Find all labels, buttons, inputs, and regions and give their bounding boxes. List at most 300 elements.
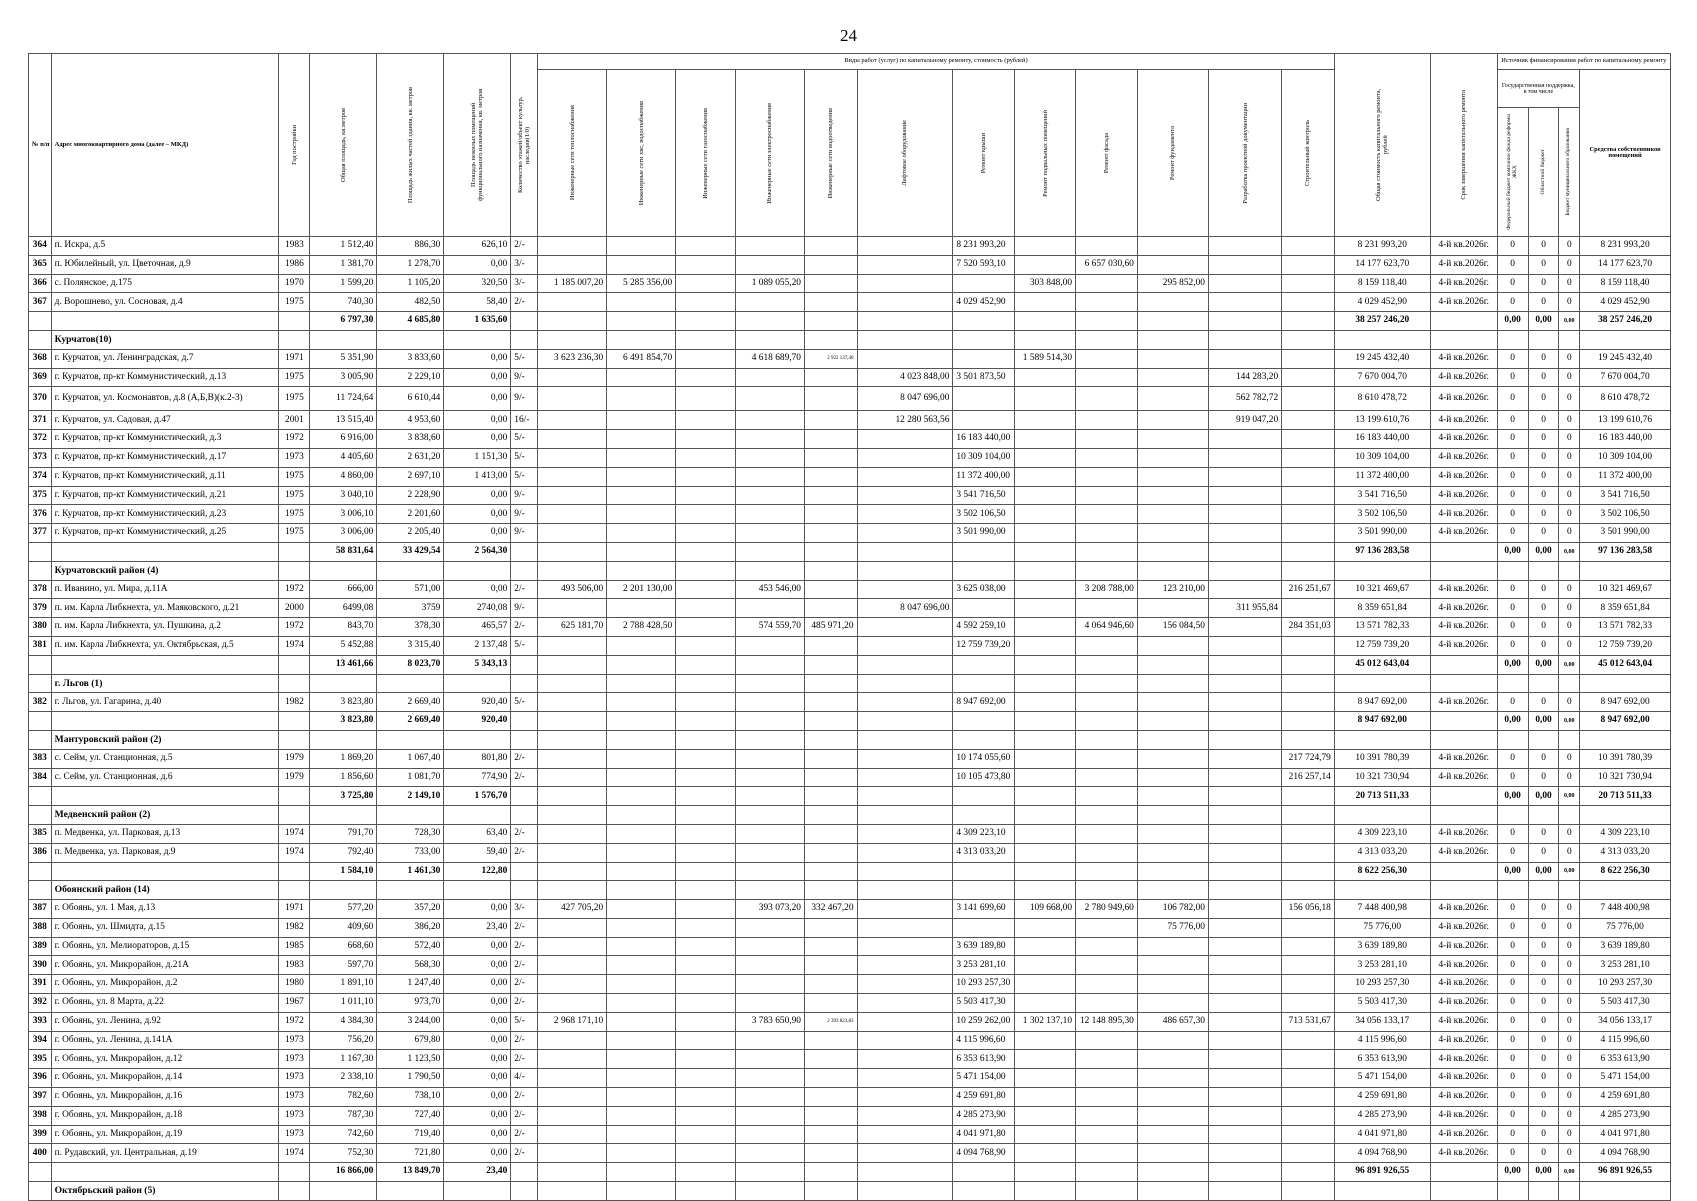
design-cost-cell [1208,843,1281,862]
empty-cell [735,330,804,349]
owners-cell: 10 309 104,00 [1580,448,1671,467]
lift-cost-cell [857,1163,953,1182]
nonliving-area-cell: 920,40 [444,693,511,712]
address-cell: г. Обоянь, ул. Микрорайон, д.16 [51,1088,279,1107]
term-cell: 4-й кв.2026г. [1430,749,1497,768]
drain-cost-cell [804,580,857,599]
gas-cost-cell [676,787,736,806]
empty-cell [804,1182,857,1201]
control-cost-cell [1282,1031,1335,1050]
facade-cost-cell: 2 780 949,60 [1076,900,1138,919]
elec-cost-cell [735,505,804,524]
total-area-cell: 666,00 [310,580,377,599]
row-number: 364 [29,237,52,256]
total-cost-cell: 7 448 400,98 [1334,900,1430,919]
facade-cost-cell [1076,918,1138,937]
regional-cell: 0 [1528,486,1559,505]
hws-cost-cell [607,918,676,937]
group-label: г. Льгов (1) [51,674,279,693]
table-row [29,994,1671,1013]
col-term-header: Срок завершения капитального ремонта [1430,54,1497,237]
heat-cost-cell [538,693,607,712]
empty-cell [1137,806,1208,825]
total-cost-cell: 3 253 281,10 [1334,956,1430,975]
roof-cost-cell [953,411,1015,430]
owners-cell: 8 231 993,20 [1580,237,1671,256]
col-total-cost-header: Общая стоимость капитального ремонта, рублей [1334,54,1430,237]
empty-cell [735,881,804,900]
empty-cell [1430,1182,1497,1201]
address-cell: г. Курчатов, пр-кт Коммунистический, д.21 [51,486,279,505]
empty-cell [1559,881,1580,900]
heat-cost-cell [538,1088,607,1107]
empty-cell [676,674,736,693]
year-cell: 1983 [279,237,310,256]
floors-cell [511,655,538,674]
drain-cost-cell [804,655,857,674]
nonliving-area-cell: 0,00 [444,1106,511,1125]
municipal-cell: 0 [1559,293,1580,312]
total-cost-cell: 4 285 273,90 [1334,1106,1430,1125]
living-area-cell: 3 244,00 [377,1012,444,1031]
empty-cell [676,330,736,349]
total-area-cell: 1 011,10 [310,994,377,1013]
foundation-cost-cell [1137,1031,1208,1050]
control-cost-cell [1282,918,1335,937]
fund-cell: 0 [1497,349,1528,368]
subtotal-row [29,655,1671,674]
regional-cell: 0 [1528,1031,1559,1050]
table-row [29,599,1671,618]
term-cell: 4-й кв.2026г. [1430,580,1497,599]
facade-cost-cell [1076,994,1138,1013]
facade-cost-cell [1076,542,1138,561]
col-fund-header: Федеральный бюджет компании фонда реформы ЖКХ [1497,108,1528,237]
living-area-cell: 2 669,40 [377,693,444,712]
empty-cell [1528,806,1559,825]
gas-cost-cell [676,1031,736,1050]
lift-cost-cell [857,1106,953,1125]
living-area-cell: 2 205,40 [377,524,444,543]
foundation-cost-cell [1137,599,1208,618]
foundation-cost-cell [1137,843,1208,862]
design-cost-cell [1208,255,1281,274]
municipal-cell: 0 [1559,918,1580,937]
elec-cost-cell [735,524,804,543]
elec-cost-cell [735,975,804,994]
empty-cell [1580,1182,1671,1201]
row-number: 377 [29,524,52,543]
drain-cost-cell [804,1050,857,1069]
row-number [29,787,52,806]
elec-cost-cell [735,712,804,731]
drain-cost-cell [804,1069,857,1088]
municipal-cell: 0 [1559,486,1580,505]
elec-cost-cell [735,293,804,312]
subtotal-row [29,542,1671,561]
year-cell [279,1163,310,1182]
elec-cost-cell: 393 073,20 [735,900,804,919]
total-area-cell: 11 724,64 [310,387,377,411]
owners-cell: 5 471 154,00 [1580,1069,1671,1088]
elec-cost-cell [735,368,804,387]
basement-cost-cell: 109 668,00 [1015,900,1076,919]
subtotal-row [29,862,1671,881]
empty-cell [607,674,676,693]
floors-cell: 2/- [511,994,538,1013]
address-cell: г. Курчатов, ул. Ленинградская, д.7 [51,349,279,368]
basement-cost-cell [1015,1144,1076,1163]
drain-cost-cell [804,693,857,712]
owners-cell: 3 253 281,10 [1580,956,1671,975]
nonliving-area-cell: 0,00 [444,1012,511,1031]
hws-cost-cell [607,655,676,674]
fund-cell: 0 [1497,293,1528,312]
elec-cost-cell [735,636,804,655]
gas-cost-cell [676,486,736,505]
fund-cell: 0 [1497,1050,1528,1069]
empty-cell [1528,1182,1559,1201]
total-cost-cell: 3 501 990,00 [1334,524,1430,543]
term-cell: 4-й кв.2026г. [1430,636,1497,655]
gas-cost-cell [676,824,736,843]
total-cost-cell: 8 159 118,40 [1334,274,1430,293]
fund-cell: 0 [1497,524,1528,543]
facade-cost-cell [1076,274,1138,293]
empty-cell [1334,1182,1430,1201]
address-cell: п. им. Карла Либкнехта, ул. Маяковского, д.21 [51,599,279,618]
facade-cost-cell [1076,749,1138,768]
row-number: 370 [29,387,52,411]
total-area-cell: 13 515,40 [310,411,377,430]
year-cell: 1973 [279,1069,310,1088]
address-cell: г. Курчатов, пр-кт Коммунистический, д.3 [51,430,279,449]
foundation-cost-cell: 75 776,00 [1137,918,1208,937]
foundation-cost-cell [1137,1069,1208,1088]
year-cell: 1982 [279,918,310,937]
empty-cell [1282,330,1335,349]
regional-cell: 0 [1528,430,1559,449]
living-area-cell: 2 228,90 [377,486,444,505]
empty-cell [607,730,676,749]
drain-cost-cell [804,237,857,256]
row-number [29,312,52,331]
foundation-cost-cell [1137,387,1208,411]
living-area-cell: 2 201,60 [377,505,444,524]
address-cell [51,1163,279,1182]
living-area-cell: 1 247,40 [377,975,444,994]
heat-cost-cell [538,994,607,1013]
gas-cost-cell [676,655,736,674]
empty-cell [1076,881,1138,900]
table-row [29,937,1671,956]
foundation-cost-cell [1137,448,1208,467]
heat-cost-cell [538,749,607,768]
gas-cost-cell [676,599,736,618]
nonliving-area-cell: 1 413,00 [444,467,511,486]
empty-cell [735,806,804,825]
basement-cost-cell [1015,599,1076,618]
floors-cell: 5/- [511,1012,538,1031]
fund-cell: 0 [1497,956,1528,975]
regional-cell: 0,00 [1528,862,1559,881]
heat-cost-cell: 3 623 236,30 [538,349,607,368]
lift-cost-cell [857,900,953,919]
facade-cost-cell [1076,937,1138,956]
roof-cost-cell [953,655,1015,674]
control-cost-cell [1282,937,1335,956]
heat-cost-cell [538,368,607,387]
design-cost-cell [1208,900,1281,919]
fund-cell: 0 [1497,1088,1528,1107]
owners-cell: 13 571 782,33 [1580,618,1671,637]
basement-cost-cell [1015,237,1076,256]
hws-cost-cell [607,768,676,787]
control-cost-cell [1282,1088,1335,1107]
empty-cell [511,1182,538,1201]
drain-cost-cell: 2 922 137,40 [804,349,857,368]
hws-cost-cell [607,599,676,618]
gas-cost-cell [676,918,736,937]
drain-cost-cell [804,467,857,486]
heat-cost-cell [538,505,607,524]
col-address-header: Адрес многоквартирного дома (далее – МКД) [51,54,279,237]
year-cell: 1967 [279,994,310,1013]
foundation-cost-cell: 486 657,30 [1137,1012,1208,1031]
address-cell: г. Обоянь, ул. Микрорайон, д.2 [51,975,279,994]
floors-cell: 5/- [511,693,538,712]
elec-cost-cell [735,937,804,956]
municipal-cell: 0 [1559,843,1580,862]
address-cell: г. Курчатов, пр-кт Коммунистический, д.23 [51,505,279,524]
design-cost-cell [1208,1106,1281,1125]
total-cost-cell: 4 259 691,80 [1334,1088,1430,1107]
gas-cost-cell [676,1106,736,1125]
table-row [29,900,1671,919]
drain-cost-cell [804,274,857,293]
drain-cost-cell [804,411,857,430]
fund-cell: 0 [1497,918,1528,937]
empty-cell [1208,330,1281,349]
living-area-cell: 386,20 [377,918,444,937]
control-cost-cell [1282,655,1335,674]
heat-cost-cell [538,956,607,975]
empty-cell [1208,806,1281,825]
design-cost-cell [1208,712,1281,731]
hws-cost-cell [607,1050,676,1069]
empty-cell [279,330,310,349]
owners-cell: 97 136 283,58 [1580,542,1671,561]
empty-cell [1528,561,1559,580]
empty-cell [1334,881,1430,900]
table-row [29,768,1671,787]
regional-cell: 0 [1528,900,1559,919]
fund-cell: 0 [1497,448,1528,467]
facade-cost-cell [1076,599,1138,618]
term-cell [1430,862,1497,881]
fund-cell: 0 [1497,975,1528,994]
subtotal-row [29,1163,1671,1182]
row-number: 386 [29,843,52,862]
empty-cell [1334,730,1430,749]
elec-cost-cell: 4 618 689,70 [735,349,804,368]
fund-cell: 0 [1497,1144,1528,1163]
total-cost-cell: 19 245 432,40 [1334,349,1430,368]
address-cell: г. Обоянь, ул. Микрорайон, д.14 [51,1069,279,1088]
total-area-cell: 752,30 [310,1144,377,1163]
term-cell: 4-й кв.2026г. [1430,693,1497,712]
hws-cost-cell [607,787,676,806]
empty-cell [1137,730,1208,749]
roof-cost-cell [953,542,1015,561]
hws-cost-cell [607,1069,676,1088]
nonliving-area-cell: 0,00 [444,975,511,994]
gas-cost-cell [676,274,736,293]
gas-cost-cell [676,1088,736,1107]
regional-cell: 0 [1528,293,1559,312]
total-cost-cell: 97 136 283,58 [1334,542,1430,561]
col-year-header: Год постройки [279,54,310,237]
empty-cell [857,330,953,349]
total-cost-cell: 10 321 730,94 [1334,768,1430,787]
term-cell: 4-й кв.2026г. [1430,824,1497,843]
municipal-cell: 0 [1559,693,1580,712]
empty-cell [444,730,511,749]
facade-cost-cell [1076,1050,1138,1069]
group-empty-cell [29,881,52,900]
owners-cell: 10 321 730,94 [1580,768,1671,787]
living-area-cell: 1 105,20 [377,274,444,293]
drain-cost-cell [804,486,857,505]
empty-cell [1334,806,1430,825]
empty-cell [1559,1182,1580,1201]
control-cost-cell [1282,368,1335,387]
address-cell: п. им. Карла Либкнехта, ул. Октябрьская, д.5 [51,636,279,655]
drain-cost-cell [804,975,857,994]
gas-cost-cell [676,505,736,524]
control-cost-cell [1282,693,1335,712]
elec-cost-cell [735,824,804,843]
empty-cell [953,674,1015,693]
fund-cell: 0 [1497,636,1528,655]
total-cost-cell: 8 610 478,72 [1334,387,1430,411]
design-cost-cell: 311 955,84 [1208,599,1281,618]
roof-cost-cell: 5 503 417,30 [953,994,1015,1013]
elec-cost-cell [735,430,804,449]
facade-cost-cell [1076,787,1138,806]
municipal-cell: 0 [1559,349,1580,368]
control-cost-cell [1282,975,1335,994]
heat-cost-cell [538,843,607,862]
roof-cost-cell: 10 293 257,30 [953,975,1015,994]
term-cell [1430,712,1497,731]
total-cost-cell: 12 759 739,20 [1334,636,1430,655]
address-cell: д. Ворошнево, ул. Сосновая, д.4 [51,293,279,312]
table-row [29,411,1671,430]
elec-cost-cell [735,411,804,430]
living-area-cell: 13 849,70 [377,1163,444,1182]
nonliving-area-cell: 0,00 [444,1088,511,1107]
nonliving-area-cell: 320,50 [444,274,511,293]
basement-cost-cell [1015,505,1076,524]
basement-cost-cell [1015,293,1076,312]
total-cost-cell: 8 622 256,30 [1334,862,1430,881]
floors-cell: 9/- [511,387,538,411]
table-row [29,237,1671,256]
living-area-cell: 33 429,54 [377,542,444,561]
drain-cost-cell [804,1163,857,1182]
floors-cell [511,542,538,561]
heat-cost-cell [538,542,607,561]
gas-cost-cell [676,1163,736,1182]
row-number: 368 [29,349,52,368]
total-area-cell: 409,60 [310,918,377,937]
regional-cell: 0 [1528,636,1559,655]
table-row [29,1012,1671,1031]
design-cost-cell [1208,542,1281,561]
floors-cell: 5/- [511,636,538,655]
heat-cost-cell [538,387,607,411]
col-heat-header: Инженерные сети теплоснабжения [538,70,607,237]
lift-cost-cell [857,542,953,561]
living-area-cell: 2 229,10 [377,368,444,387]
floors-cell: 9/- [511,524,538,543]
address-cell: г. Обоянь, ул. Микрорайон, д.19 [51,1125,279,1144]
regional-cell: 0,00 [1528,542,1559,561]
regional-cell: 0 [1528,349,1559,368]
total-area-cell: 4 405,60 [310,448,377,467]
regional-cell: 0 [1528,824,1559,843]
floors-cell [511,862,538,881]
owners-cell: 13 199 610,76 [1580,411,1671,430]
facade-cost-cell [1076,448,1138,467]
table-row [29,1144,1671,1163]
regional-cell: 0 [1528,768,1559,787]
address-cell: с. Сейм, ул. Станционная, д.5 [51,749,279,768]
regional-cell: 0 [1528,505,1559,524]
empty-cell [511,674,538,693]
empty-cell [1015,561,1076,580]
design-cost-cell [1208,768,1281,787]
municipal-cell: 0 [1559,599,1580,618]
living-area-cell: 378,30 [377,618,444,637]
row-number: 375 [29,486,52,505]
control-cost-cell [1282,274,1335,293]
control-cost-cell [1282,293,1335,312]
control-cost-cell [1282,387,1335,411]
gas-cost-cell [676,448,736,467]
municipal-cell: 0 [1559,524,1580,543]
floors-cell: 5/- [511,467,538,486]
facade-cost-cell [1076,293,1138,312]
drain-cost-cell [804,749,857,768]
foundation-cost-cell [1137,486,1208,505]
elec-cost-cell [735,1088,804,1107]
facade-cost-cell [1076,1163,1138,1182]
facade-cost-cell: 12 148 895,30 [1076,1012,1138,1031]
elec-cost-cell [735,693,804,712]
total-area-cell: 6 797,30 [310,312,377,331]
year-cell [279,862,310,881]
design-cost-cell [1208,975,1281,994]
table-row [29,918,1671,937]
design-cost-cell [1208,1012,1281,1031]
municipal-cell: 0 [1559,618,1580,637]
municipal-cell: 0 [1559,274,1580,293]
roof-cost-cell: 3 253 281,10 [953,956,1015,975]
nonliving-area-cell: 0,00 [444,411,511,430]
empty-cell [1528,330,1559,349]
